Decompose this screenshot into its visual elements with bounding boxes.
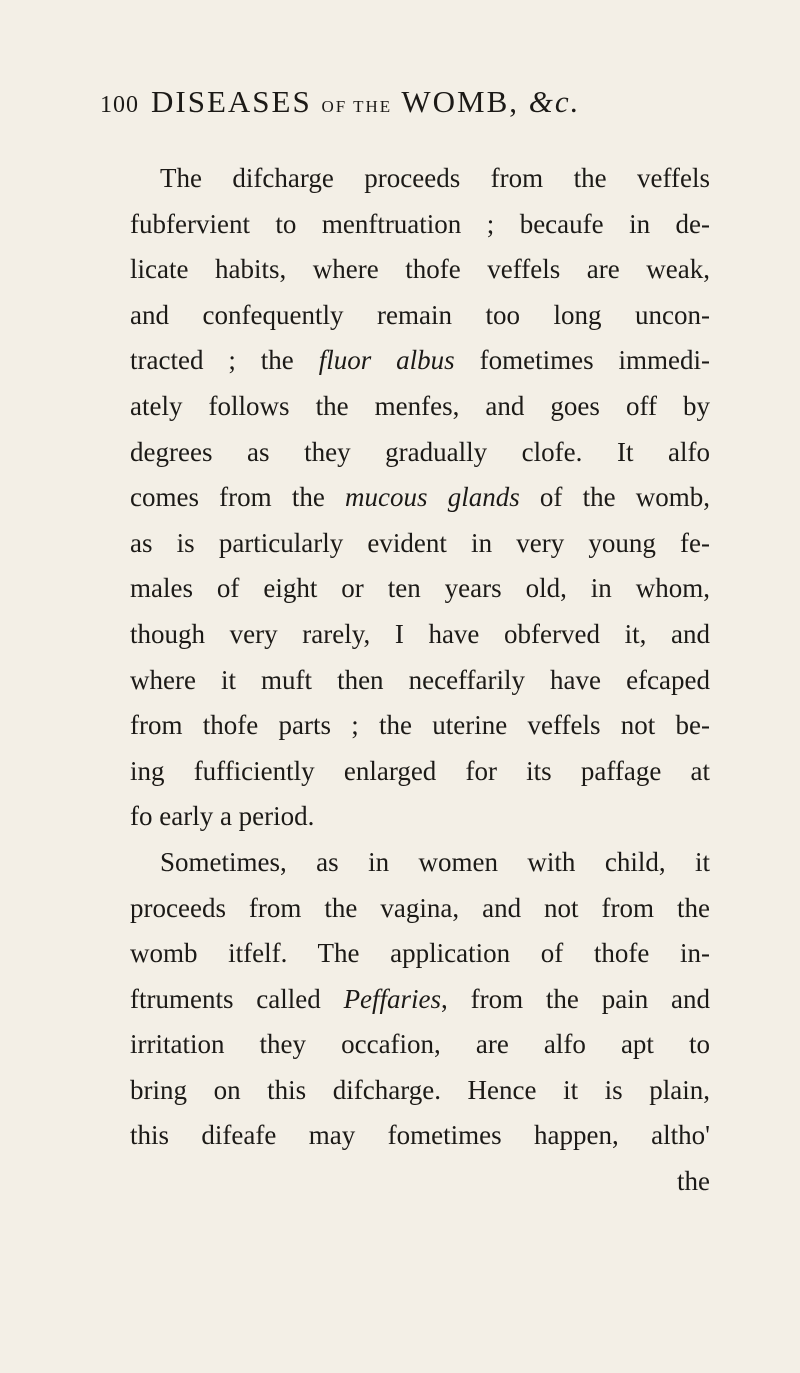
text-run: fubfervient to menftruation ; becaufe in de-	[130, 208, 710, 239]
text-run: tracted ; the	[130, 345, 319, 376]
text-line	[130, 931, 710, 977]
text-run: ing fufficiently enlarged for its paffage at	[130, 755, 710, 786]
text-line	[130, 247, 710, 293]
running-head-womb: WOMB,	[401, 84, 520, 119]
text-line	[130, 612, 710, 658]
running-head-of-the: OF THE	[321, 97, 393, 116]
text-run: males of eight or ten years old, in whom,	[130, 573, 710, 604]
text-run: degrees as they gradually clofe. It alfo	[130, 436, 710, 467]
text-run: proceeds from the vagina, and not from the	[130, 892, 710, 923]
text-line	[130, 338, 710, 384]
text-run: and confequently remain too long uncon-	[130, 299, 710, 330]
italic-term: Peffaries	[343, 983, 442, 1014]
text-line	[130, 749, 710, 795]
catchword: the	[677, 1166, 710, 1197]
body-text	[130, 156, 710, 1205]
text-line	[130, 384, 710, 430]
text-line	[130, 566, 710, 612]
text-line	[130, 1113, 710, 1159]
running-head-diseases: DISEASES	[151, 84, 312, 119]
text-run: this difeafe may fometimes happen, altho'	[130, 1120, 710, 1151]
italic-term: fluor albus	[318, 345, 455, 376]
text-line	[130, 794, 710, 840]
paragraph	[130, 840, 710, 1159]
text-line	[130, 977, 710, 1023]
text-run: comes from the	[130, 482, 346, 513]
text-line	[130, 202, 710, 248]
text-line	[130, 886, 710, 932]
text-run: ftruments called	[130, 983, 344, 1014]
text-line	[130, 430, 710, 476]
text-run: from thofe parts ; the uterine veffels not be-	[130, 710, 710, 741]
text-run: womb itfelf. The application of thofe in-	[130, 938, 710, 969]
text-line	[130, 475, 710, 521]
text-run: The difcharge proceeds from the veffels	[160, 163, 710, 193]
text-line	[130, 840, 710, 886]
text-line	[130, 156, 710, 202]
text-line	[130, 521, 710, 567]
text-line	[130, 703, 710, 749]
text-run: fometimes immedi-	[454, 345, 710, 376]
text-run: where it muft then neceffarily have efcaped	[130, 664, 710, 695]
page-header	[100, 84, 700, 120]
running-head	[151, 84, 580, 119]
text-run: Sometimes, as in women with child, it	[160, 846, 710, 877]
text-run: of the womb,	[519, 482, 710, 513]
text-line	[130, 1068, 710, 1114]
text-run: irritation they occafion, are alfo apt to	[130, 1029, 710, 1060]
text-run: as is particularly evident in very young fe-	[130, 527, 710, 558]
text-run: , from the pain and	[441, 983, 710, 1014]
italic-term: mucous glands	[345, 482, 520, 513]
running-head-etc: &c.	[528, 84, 581, 119]
text-run: bring on this difcharge. Hence it is plain,	[130, 1074, 710, 1105]
page-number: 100	[100, 92, 139, 118]
paragraph	[130, 156, 710, 840]
text-run: fo early a period.	[130, 801, 315, 832]
text-line	[130, 1022, 710, 1068]
text-line	[130, 658, 710, 704]
text-line	[130, 293, 710, 339]
text-run: ately follows the menfes, and goes off by	[130, 390, 710, 421]
text-run: though very rarely, I have obferved it, and	[130, 618, 710, 649]
text-run: licate habits, where thofe veffels are weak,	[130, 254, 710, 285]
